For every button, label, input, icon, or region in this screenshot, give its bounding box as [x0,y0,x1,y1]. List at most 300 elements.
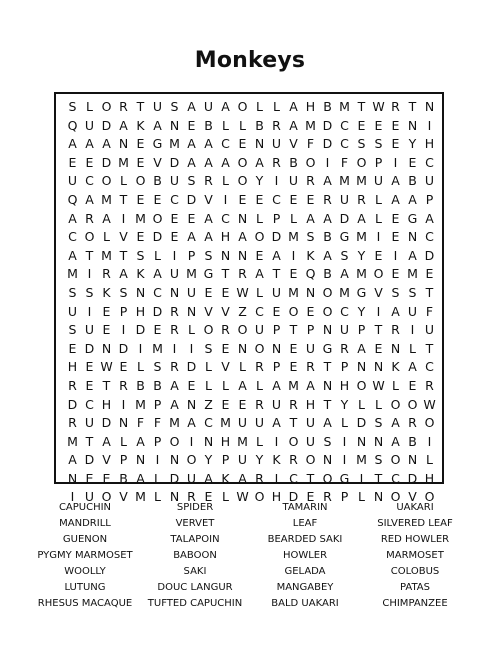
grid-letter: A [68,452,77,468]
grid-letter: L [409,340,416,356]
grid-letter: V [221,359,230,375]
grid-letter: E [102,322,111,338]
grid-letter: G [339,229,350,245]
grid-letter: N [322,452,333,468]
grid-letter: G [203,266,214,282]
grid-letter: O [237,99,248,114]
grid-letter: D [271,229,282,245]
word-list-item: VERVET [175,518,215,529]
grid-letter: D [322,136,333,152]
grid-letter: W [423,396,436,412]
grid-letter: O [356,154,367,170]
grid-letter: S [408,284,417,300]
grid-letter: R [272,154,281,170]
grid-letter: R [272,117,281,133]
grid-letter: D [84,452,95,468]
grid-letter: H [339,377,350,393]
grid-letter: U [67,173,78,189]
grid-letter: E [136,154,145,170]
grid-letter: A [119,266,128,282]
grid-letter: M [356,266,367,282]
grid-letter: M [356,229,367,245]
grid-letter: O [305,154,316,170]
grid-letter: L [256,377,263,393]
grid-letter: O [424,489,435,505]
grid-letter: O [322,470,333,486]
grid-letter: O [101,173,112,189]
grid-letter: C [68,229,77,245]
grid-letter: R [68,415,77,431]
grid-letter: E [102,303,111,319]
grid-letter: P [357,322,366,338]
grid-letter: E [306,303,315,319]
grid-letter: A [238,229,247,245]
grid-letter: S [340,247,349,263]
grid-letter: I [274,470,279,486]
grid-letter: Y [255,173,264,189]
grid-letter: N [305,284,316,300]
grid-letter: P [119,452,128,468]
grid-letter: T [85,247,94,263]
grid-letter: O [237,322,248,338]
grid-letter: L [154,470,161,486]
grid-letter: P [272,359,281,375]
grid-letter: M [220,415,231,431]
grid-letter: L [239,117,246,133]
grid-letter: A [68,247,77,263]
grid-letter: I [172,340,177,356]
word-list-item: HOWLER [282,550,328,561]
grid-letter: A [187,229,196,245]
grid-letter: N [424,99,435,114]
grid-letter: K [306,247,315,263]
grid-letter: A [272,377,281,393]
grid-letter: A [255,154,264,170]
grid-letter: B [153,173,162,189]
grid-letter: M [186,266,197,282]
grid-letter: U [254,322,265,338]
grid-letter: N [356,359,367,375]
grid-letter: A [323,210,332,226]
grid-letter: L [375,191,382,207]
grid-letter: I [393,154,398,170]
grid-letter: B [408,173,417,189]
grid-letter: K [102,284,111,300]
grid-letter: E [153,191,162,207]
grid-letter: I [70,489,75,505]
grid-letter: B [408,433,417,449]
grid-letter: P [272,322,281,338]
grid-letter: L [222,489,229,505]
grid-letter: C [340,117,349,133]
word-list-item: TAMARIN [282,502,328,513]
grid-letter: L [137,359,144,375]
grid-letter: U [373,173,384,189]
grid-letter: A [68,136,77,152]
grid-letter: C [255,303,264,319]
grid-letter: L [256,433,263,449]
grid-letter: E [306,191,315,207]
grid-letter: L [120,173,127,189]
grid-letter: M [288,377,299,393]
grid-letter: E [306,489,315,505]
grid-letter: S [170,99,179,114]
grid-letter: M [67,433,78,449]
grid-letter: R [289,452,298,468]
grid-letter: I [342,452,347,468]
grid-letter: T [136,99,145,114]
word-list [30,500,470,612]
grid-letter: C [85,396,94,412]
grid-letter: I [325,154,330,170]
grid-letter: L [205,359,212,375]
grid-letter: T [289,415,298,431]
grid-letter: K [136,117,145,133]
grid-letter: V [204,303,213,319]
word-list-item: CHIMPANZEE [382,598,448,609]
grid-letter: C [289,470,298,486]
grid-letter: R [408,415,417,431]
grid-letter: L [290,210,297,226]
word-list-item: SAKI [183,566,207,577]
grid-letter: E [425,266,434,282]
grid-letter: R [391,322,400,338]
grid-letter: E [119,359,128,375]
word-list-item: TALAPOIN [170,534,220,545]
grid-letter: A [221,99,230,114]
grid-letter: M [339,173,350,189]
grid-letter: A [255,266,264,282]
grid-letter: A [238,470,247,486]
grid-letter: A [204,136,213,152]
grid-letter: Q [67,117,78,133]
grid-letter: N [169,284,180,300]
grid-letter: A [187,136,196,152]
grid-letter: G [322,340,333,356]
grid-letter: R [119,99,128,114]
grid-letter: L [154,489,161,505]
grid-letter: D [118,340,129,356]
grid-letter: C [170,191,179,207]
grid-letter: Y [357,247,366,263]
grid-letter: M [101,191,112,207]
grid-letter: T [357,99,366,114]
grid-letter: B [323,229,332,245]
grid-letter: D [152,229,163,245]
grid-letter: P [374,154,383,170]
grid-letter: N [407,117,418,133]
grid-letter: F [153,415,162,431]
grid-letter: N [322,322,333,338]
grid-letter: L [392,377,399,393]
grid-letter: N [271,340,282,356]
grid-letter: P [425,191,434,207]
grid-letter: B [204,117,213,133]
grid-letter: E [374,340,383,356]
grid-letter: E [391,136,400,152]
grid-letter: B [119,470,128,486]
grid-letter: S [374,136,383,152]
grid-letter: O [322,303,333,319]
grid-letter: D [186,191,197,207]
grid-letter: A [187,99,196,114]
grid-letter: D [322,117,333,133]
grid-letter: C [340,136,349,152]
grid-letter: C [221,136,230,152]
grid-letter: N [373,489,384,505]
grid-letter: E [136,229,145,245]
grid-letter: I [274,433,279,449]
grid-letter: O [390,396,401,412]
grid-letter: P [340,359,349,375]
grid-letter: C [425,229,434,245]
grid-letter: N [373,359,384,375]
grid-letter: I [223,191,228,207]
grid-letter: I [410,322,415,338]
grid-letter: O [237,154,248,170]
grid-letter: I [274,173,279,189]
grid-letter: N [169,452,180,468]
word-list-item: BALD UAKARI [271,598,339,609]
grid-letter: A [187,154,196,170]
grid-letter: I [189,340,194,356]
grid-letter: K [272,452,281,468]
grid-letter: E [289,266,298,282]
grid-letter: S [204,247,213,263]
grid-letter: R [255,359,264,375]
grid-letter: D [169,154,180,170]
grid-letter: N [118,415,129,431]
grid-letter: A [204,470,213,486]
grid-letter: M [169,136,180,152]
grid-letter: P [306,322,315,338]
grid-letter: W [236,284,249,300]
grid-letter: H [220,229,231,245]
grid-letter: V [221,303,230,319]
grid-letter: O [373,266,384,282]
grid-letter: I [376,229,381,245]
word-list-item: GELADA [284,566,326,577]
grid-letter: L [222,173,229,189]
grid-letter: W [372,99,385,114]
grid-letter: U [305,415,316,431]
grid-letter: L [120,433,127,449]
grid-letter: L [256,99,263,114]
grid-letter: A [391,303,400,319]
grid-letter: A [357,210,366,226]
grid-letter: C [272,191,281,207]
grid-letter: U [305,433,316,449]
grid-letter: D [101,117,112,133]
grid-letter: M [101,247,112,263]
word-list-item: MANDRILL [59,518,111,529]
grid-letter: N [322,377,333,393]
grid-letter: R [289,396,298,412]
grid-letter: O [186,452,197,468]
grid-letter: D [152,303,163,319]
grid-letter: U [339,191,350,207]
grid-letter: T [289,322,298,338]
grid-letter: L [256,210,263,226]
grid-letter: B [153,377,162,393]
grid-letter: C [391,470,400,486]
grid-letter: D [67,396,78,412]
grid-letter: L [273,99,280,114]
grid-letter: N [237,340,248,356]
grid-letter: I [342,433,347,449]
grid-letter: M [305,117,316,133]
grid-letter: F [306,136,315,152]
grid-letter: L [222,377,229,393]
page-title: Monkeys [194,48,306,73]
grid-letter: D [84,340,95,356]
grid-letter: Q [67,191,78,207]
grid-letter: S [374,452,383,468]
grid-letter: E [136,136,145,152]
grid-letter: D [407,470,418,486]
grid-letter: R [323,191,332,207]
grid-letter: O [390,452,401,468]
grid-letter: R [187,489,196,505]
grid-letter: M [407,266,418,282]
grid-letter: A [323,415,332,431]
grid-letter: T [119,191,128,207]
grid-letter: O [101,99,112,114]
word-list-item: MANGABEY [276,582,334,593]
grid-letter: N [135,284,146,300]
grid-letter: U [407,303,418,319]
grid-letter: C [340,303,349,319]
grid-letter: Y [408,136,417,152]
grid-letter: N [101,340,112,356]
grid-letter: T [425,284,434,300]
grid-letter: E [204,284,213,300]
grid-letter: U [271,396,282,412]
grid-letter: T [119,247,128,263]
grid-letter: N [407,452,418,468]
grid-letter: E [357,117,366,133]
grid-letter: I [359,470,364,486]
grid-letter: E [187,117,196,133]
word-list-item: TUFTED CAPUCHIN [147,598,243,609]
grid-letter: N [135,452,146,468]
grid-letter: P [340,489,349,505]
grid-letter: B [289,154,298,170]
grid-letter: N [390,340,401,356]
grid-letter: F [136,415,145,431]
word-list-item: LUTUNG [64,582,106,593]
word-list-item: UAKARI [396,502,434,513]
grid-letter: U [424,173,435,189]
grid-letter: R [357,191,366,207]
grid-letter: N [237,247,248,263]
grid-letter: U [67,303,78,319]
grid-letter: O [407,396,418,412]
grid-letter: M [288,284,299,300]
grid-letter: E [85,359,94,375]
grid-letter: S [68,322,77,338]
grid-letter: O [237,173,248,189]
grid-letter: O [322,284,333,300]
grid-letter: G [152,136,163,152]
grid-letter: A [272,247,281,263]
word-list-item: BABOON [173,550,217,561]
grid-letter: A [425,210,434,226]
word-list-item: RHESUS MACAQUE [37,598,133,609]
grid-letter: C [153,284,162,300]
grid-letter: E [85,470,94,486]
grid-letter: S [357,136,366,152]
grid-letter: R [306,173,315,189]
grid-letter: A [187,415,196,431]
grid-letter: S [119,284,128,300]
grid-letter: O [169,433,180,449]
grid-letter: O [84,229,95,245]
grid-letter: U [271,284,282,300]
grid-letter: S [68,284,77,300]
grid-letter: E [136,191,145,207]
grid-letter: S [136,247,145,263]
grid-letter: L [205,377,212,393]
grid-letter: T [102,377,111,393]
grid-letter: N [186,303,197,319]
grid-letter: A [204,154,213,170]
grid-letter: I [172,247,177,263]
grid-letter: R [119,377,128,393]
grid-letter: G [407,210,418,226]
grid-letter: U [186,470,197,486]
grid-letter: Q [305,266,316,282]
grid-letter: E [187,377,196,393]
grid-letter: T [374,470,383,486]
grid-letter: E [391,210,400,226]
grid-letter: R [306,359,315,375]
grid-letter: A [136,470,145,486]
grid-letter: H [67,359,78,375]
grid-letter: A [85,191,94,207]
grid-letter: L [358,489,365,505]
grid-letter: S [306,229,315,245]
grid-letter: L [86,99,93,114]
grid-letter: U [169,266,180,282]
grid-letter: B [323,266,332,282]
grid-letter: A [119,117,128,133]
grid-letter: E [238,396,247,412]
grid-letter: H [271,489,282,505]
grid-letter: H [305,396,316,412]
grid-letter: U [84,489,95,505]
grid-letter: O [390,489,401,505]
word-list-item: LEAF [292,518,318,529]
grid-letter: A [238,377,247,393]
grid-letter: A [102,210,111,226]
grid-letter: E [85,377,94,393]
grid-letter: Y [204,452,213,468]
grid-letter: E [289,340,298,356]
grid-letter: T [221,266,230,282]
grid-letter: R [255,470,264,486]
grid-letter: U [288,173,299,189]
grid-letter: R [68,377,77,393]
grid-letter: T [408,99,417,114]
grid-letter: A [272,415,281,431]
grid-letter: E [255,247,264,263]
grid-letter: E [391,229,400,245]
grid-letter: N [407,229,418,245]
grid-letter: L [222,117,229,133]
grid-letter: W [236,489,249,505]
grid-letter: O [288,303,299,319]
